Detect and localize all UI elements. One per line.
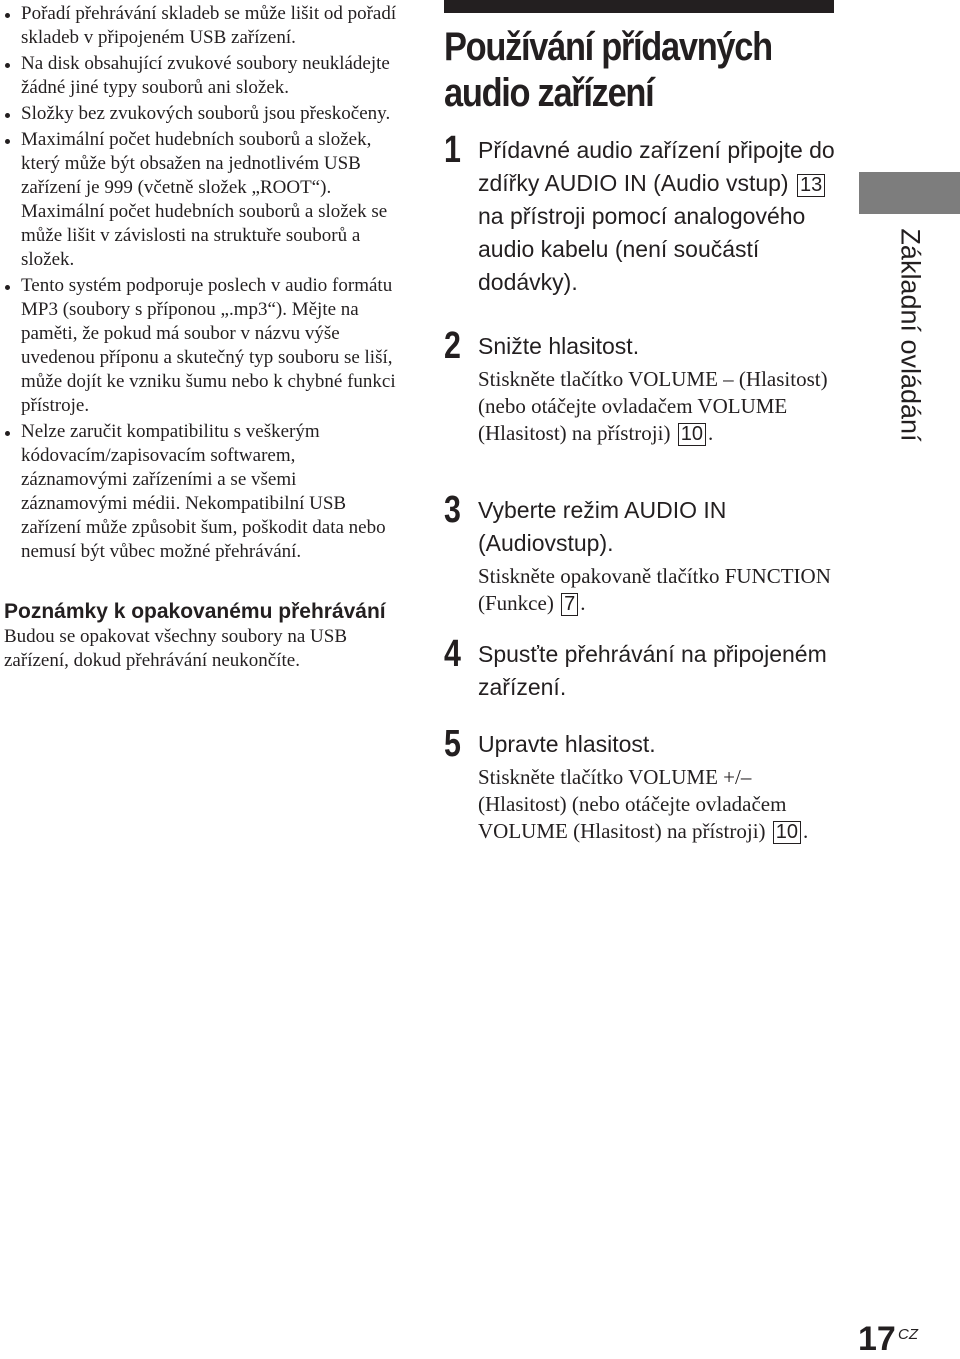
step-heading: Snižte hlasitost. bbox=[478, 333, 640, 359]
repeat-notes-body: Budou se opakovat všechny soubory na USB zařízení, dokud přehrávání neukončíte. bbox=[4, 626, 348, 671]
left-column bbox=[4, 0, 404, 673]
step-description bbox=[478, 366, 844, 447]
step-description-end: . bbox=[707, 421, 714, 445]
step-heading: Spusťte přehrávání na připojeném zařízení. bbox=[478, 641, 827, 700]
step-number: 3 bbox=[444, 489, 461, 531]
step-heading-text-cont: na přístroji pomocí analogového audio kabelu (není součástí dodávky). bbox=[478, 203, 806, 295]
step-description-end: . bbox=[580, 591, 586, 615]
step-heading: Vyberte režim AUDIO IN (Audiovstup). bbox=[478, 497, 727, 556]
chapter-tab-label: Základní ovládání bbox=[895, 228, 926, 442]
bullet-dot-icon bbox=[5, 139, 10, 144]
step-4 bbox=[444, 633, 844, 704]
step-1 bbox=[444, 129, 844, 299]
step-description-end: . bbox=[803, 819, 809, 843]
bullet-dot-icon bbox=[5, 431, 10, 436]
step-heading bbox=[478, 134, 844, 299]
step-2 bbox=[444, 325, 844, 447]
bullet-dot-icon bbox=[5, 13, 10, 18]
step-heading: Upravte hlasitost. bbox=[478, 731, 656, 757]
bullet-text: Složky bez zvukových souborů jsou přeskočeny. bbox=[21, 103, 391, 124]
section-top-bar bbox=[444, 0, 834, 13]
chapter-tab bbox=[859, 172, 960, 214]
step-description-text: Stiskněte tlačítko VOLUME – (Hlasitost) (nebo otáčejte ovladačem VOLUME (Hlasitost) na přístroji) bbox=[478, 367, 828, 445]
step-number: 4 bbox=[444, 633, 461, 675]
reference-number-box: 7 bbox=[561, 593, 578, 616]
step-description bbox=[478, 764, 844, 845]
bullet-dot-icon bbox=[5, 63, 10, 68]
bullet-item bbox=[4, 2, 404, 50]
reference-number-box: 10 bbox=[678, 423, 706, 446]
page-language-code: CZ bbox=[898, 1326, 918, 1343]
bullet-dot-icon bbox=[5, 113, 10, 118]
reference-number-box: 13 bbox=[797, 174, 825, 197]
step-5 bbox=[444, 723, 844, 845]
step-3 bbox=[444, 489, 844, 617]
step-number: 1 bbox=[444, 129, 461, 171]
section-title: Používání přídavných audio zařízení bbox=[444, 25, 772, 115]
bullet-dot-icon bbox=[5, 285, 10, 290]
bullet-item bbox=[4, 52, 404, 100]
bullet-text: Pořadí přehrávání skladeb se může lišit od pořadí skladeb v připojeném USB zařízení. bbox=[21, 3, 397, 48]
step-number: 5 bbox=[444, 723, 461, 765]
bullet-text: Na disk obsahující zvukové soubory neukládejte žádné jiné typy souborů ani složek. bbox=[21, 53, 390, 98]
step-description-text: Stiskněte opakovaně tlačítko FUNCTION (Funkce) bbox=[478, 564, 831, 615]
step-number: 2 bbox=[444, 325, 461, 367]
bullet-item bbox=[4, 274, 404, 418]
bullet-item bbox=[4, 128, 404, 272]
bullet-text: Tento systém podporuje poslech v audio formátu MP3 (soubory s příponou „.mp3“). Mějte na paměti, že pokud má soubor v názvu výše uvedenou příponu a skutečný typ souboru se liší, může dojít ke vzniku šumu nebo k chybné funkci přístroje. bbox=[21, 275, 396, 416]
bullet-text: Nelze zaručit kompatibilitu s veškerým kódovacím/zapisovacím softwarem, záznamovými zařízeními a se všemi záznamovými médii. Nekompatibilní USB zařízení může způsobit šum, poškodit data nebo nemusí být vůbec možné přehrávání. bbox=[21, 421, 386, 562]
repeat-notes-heading: Poznámky k opakovanému přehrávání bbox=[4, 600, 386, 623]
reference-number-box: 10 bbox=[773, 821, 801, 844]
step-description bbox=[478, 563, 844, 617]
step-description-text: Stiskněte tlačítko VOLUME +/– (Hlasitost) (nebo otáčejte ovladačem VOLUME (Hlasitost) na přístroji) bbox=[478, 765, 787, 843]
bullet-item bbox=[4, 420, 404, 564]
step-heading-text: Přídavné audio zařízení připojte do zdířky AUDIO IN (Audio vstup) bbox=[478, 137, 835, 196]
page-number: 17 bbox=[858, 1320, 896, 1358]
bullet-item bbox=[4, 102, 404, 126]
notes-bullet-list bbox=[4, 2, 404, 564]
bullet-text: Maximální počet hudebních souborů a složek, který může být obsažen na jednotlivém USB zařízení je 999 (včetně složek „ROOT“). Maximální počet hudebních souborů a složek se může lišit v závislosti na struktuře souborů a složek. bbox=[21, 129, 388, 270]
